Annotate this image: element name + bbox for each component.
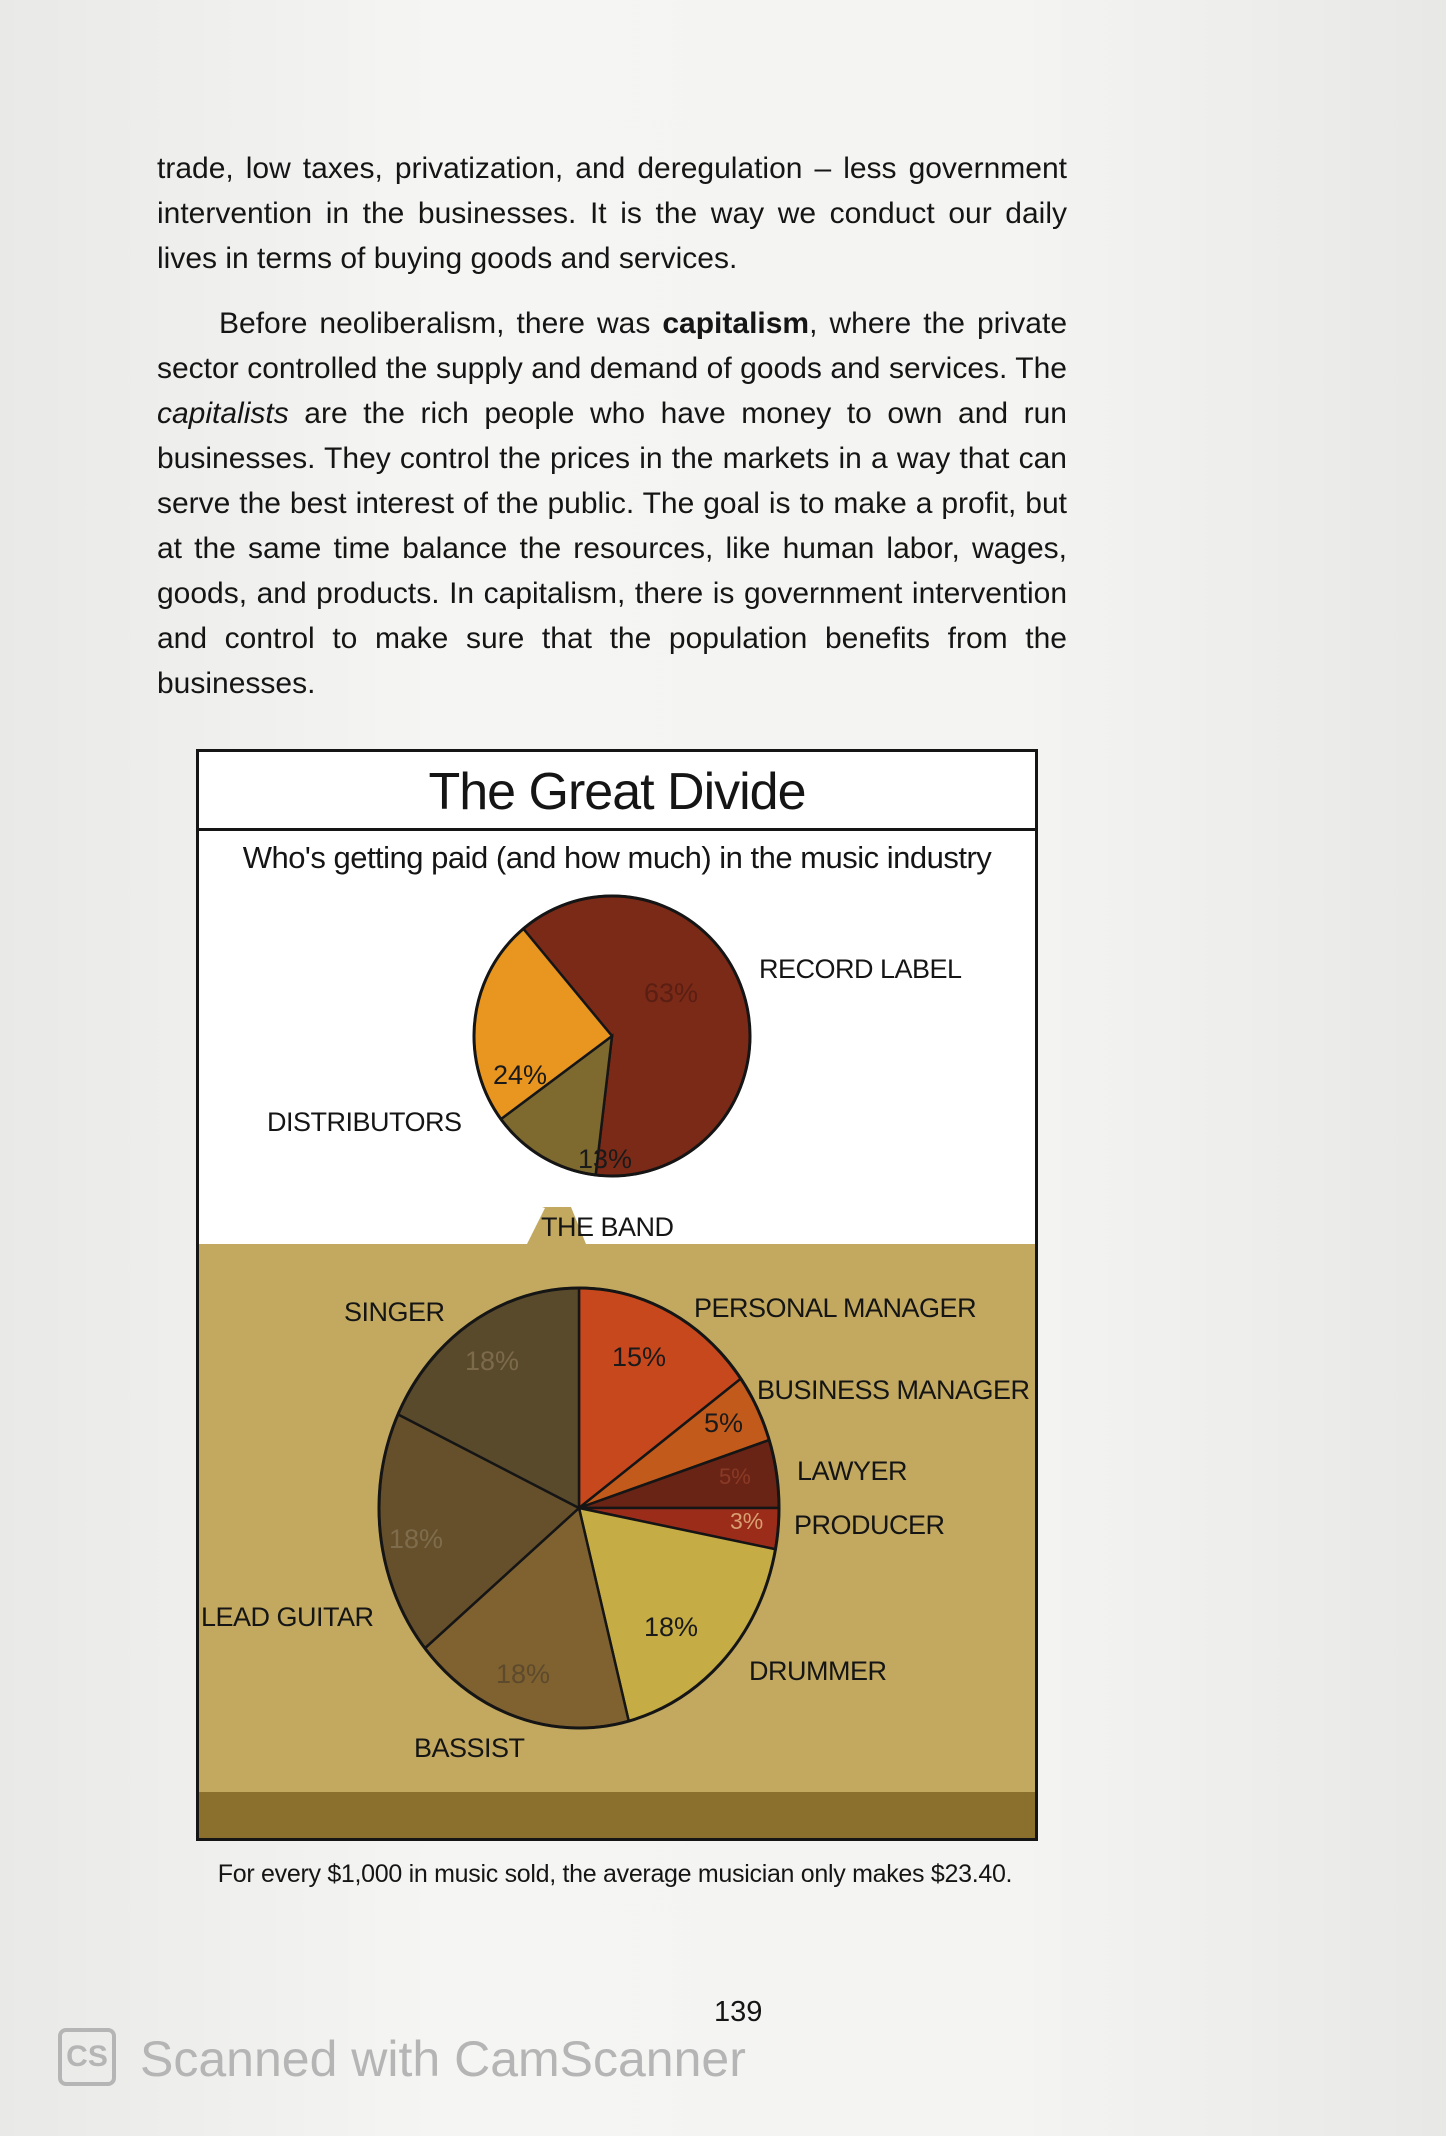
pct-the-band: 13% [578, 1144, 633, 1174]
pct-lead-guitar: 18% [389, 1524, 444, 1554]
watermark-text: Scanned with CamScanner [140, 2031, 746, 2087]
distribution-pie [474, 896, 750, 1176]
figure-subtitle: Who's getting paid (and how much) in the music industry [242, 840, 992, 875]
camscanner-logo-icon: CS [58, 2028, 116, 2086]
paragraph-2-rest: are the rich people who have money to own and run businesses. They control the prices in the markets in a way that can serve the best interest of the public. The goal is to make a profit, but at the same time balance the resources, like human labor, wages, goods, and products. In capitalism, there is government intervention and control to make sure that the population benefits from the businesses. [157, 397, 1067, 700]
label-personal-manager: PERSONAL MANAGER [694, 1293, 977, 1323]
pct-record-label: 63% [644, 978, 699, 1008]
title-divider [199, 828, 1035, 831]
paragraph-2 [157, 301, 1067, 706]
page-number: 139 [714, 1996, 763, 2028]
label-distributors: DISTRIBUTORS [267, 1107, 462, 1137]
term-capitalists: capitalists [157, 397, 289, 430]
pct-lawyer: 5% [719, 1464, 751, 1489]
term-capitalism: capitalism [662, 307, 810, 340]
band-split-pie [379, 1288, 779, 1728]
label-record-label: RECORD LABEL [759, 954, 962, 984]
label-the-band: THE BAND [541, 1212, 674, 1242]
label-lead-guitar: LEAD GUITAR [201, 1602, 374, 1632]
pct-drummer: 18% [644, 1612, 699, 1642]
pct-distributors: 24% [493, 1060, 548, 1090]
label-lawyer: LAWYER [797, 1456, 908, 1486]
pct-business-manager: 5% [704, 1408, 744, 1438]
label-producer: PRODUCER [794, 1510, 945, 1540]
label-business-manager: BUSINESS MANAGER [757, 1375, 1030, 1405]
paragraph-2-mid: , where the private sector controlled the supply and demand of goods and services. The [157, 307, 1067, 385]
pct-personal-manager: 15% [612, 1342, 667, 1372]
paragraph-2-start: Before neoliberalism, there was [219, 307, 663, 340]
label-singer: SINGER [344, 1297, 445, 1327]
figure-title: The Great Divide [428, 763, 806, 821]
label-drummer: DRUMMER [749, 1656, 887, 1686]
pct-singer: 18% [465, 1346, 520, 1376]
pct-producer: 3% [730, 1508, 764, 1534]
paragraph-1 [157, 146, 1067, 281]
bottom-band [199, 1792, 1035, 1838]
pct-bassist: 18% [496, 1659, 551, 1689]
great-divide-figure [196, 749, 1038, 1841]
paragraph-1-text: trade, low taxes, privatization, and deregulation – less government intervention in the businesses. It is the way we conduct our daily lives in terms of buying goods and services. [157, 152, 1067, 275]
label-bassist: BASSIST [414, 1733, 525, 1763]
figure-caption: For every $1,000 in music sold, the average musician only makes $23.40. [217, 1860, 1013, 1888]
